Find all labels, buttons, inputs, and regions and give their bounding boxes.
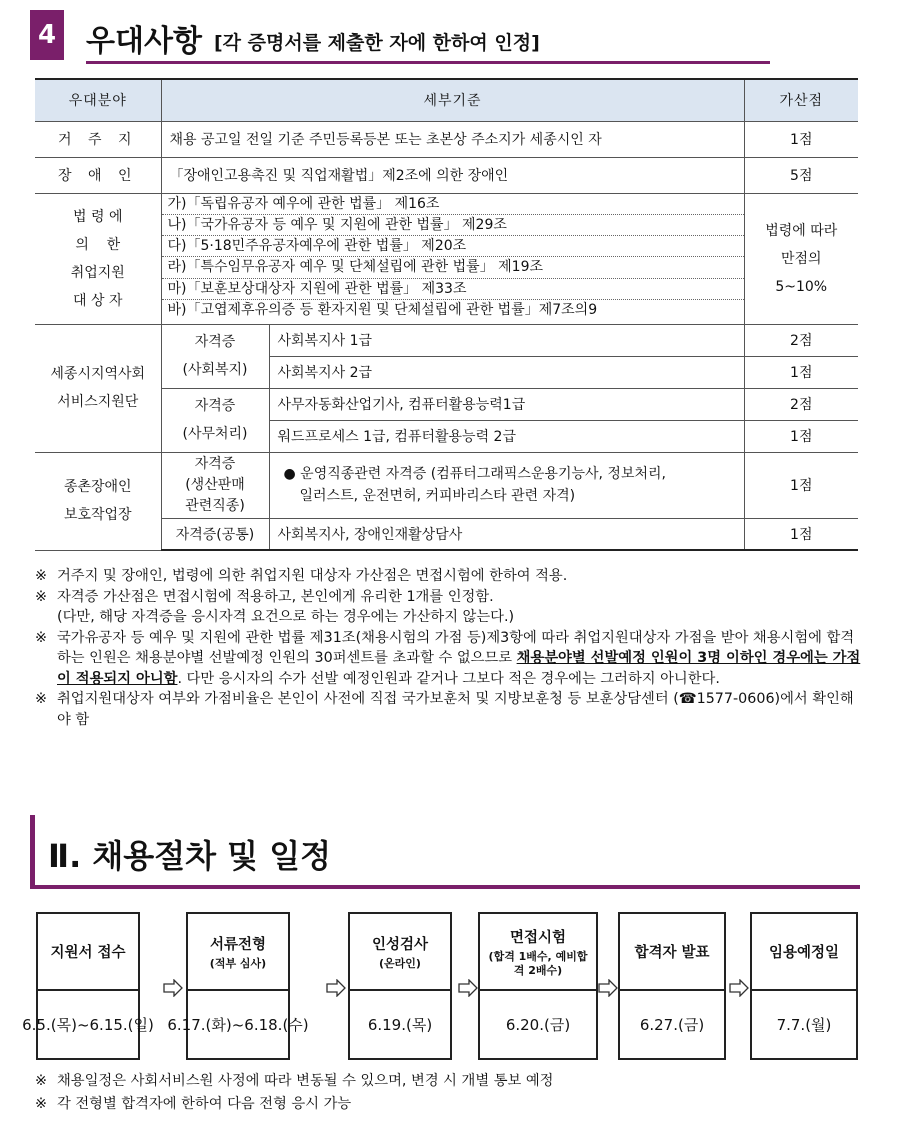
criteria-sales: ● 운영직종관련 자격증 (컴퓨터그래픽스운용기능사, 정보처리, 일러스트, 운전면허, 커피바리스타 관련 자격)	[269, 452, 744, 518]
step-document-screening: 서류전형 (적부 심사) 6.17.(화)~6.18.(수)	[186, 912, 290, 1060]
table-row	[35, 193, 858, 324]
criteria-office-2: 워드프로세스 1급, 컴퓨터활용능력 2급	[269, 420, 744, 452]
points-office-2: 1점	[744, 420, 858, 452]
field-jongchon: 종촌장애인 보호작업장	[35, 452, 161, 550]
footnotes-block	[35, 1070, 865, 1116]
points-disabled: 5점	[744, 157, 858, 193]
note-item-continued: (다만, 해당 자격증을 응시자격 요건으로 하는 경우에는 가산하지 않는다.)	[57, 609, 515, 625]
cert-common: 자격증(공통)	[161, 518, 269, 550]
step-date: 6.27.(금)	[639, 1016, 705, 1034]
note-item: ※ 국가유공자 등 예우 및 지원에 관한 법률 제31조(채용시험의 가점 등)제3항에 따라 취업지원대상자 가점을 받아 채용시험에 합격하는 인원은 채용분야별 선발예정 인원의 30퍼센트를 초과할 수 없으므로 채용분야별 선발예정 인원이 3명 이하인 경우에는 가점이 적용되지 아니함. 다만 응시자의 수가 선발 예정인원과 같거나 그보다 적은 경우에는 그러하지 아니한다.	[35, 629, 861, 687]
section-underline	[30, 885, 860, 889]
criteria-office-1: 사무자동화산업기사, 컴퓨터활용능력1급	[269, 388, 744, 420]
arrow-right-icon	[458, 979, 478, 997]
notes-block	[35, 566, 865, 730]
note-item: ※ 자격증 가산점은 면접시험에 적용하고, 본인에게 유리한 1개를 인정함.	[35, 588, 494, 605]
arrow-right-icon	[729, 979, 749, 997]
arrow-right-icon	[598, 979, 618, 997]
preference-table	[35, 78, 858, 551]
step-date: 6.20.(금)	[505, 1016, 571, 1034]
list-item: 바)「고엽제후유의증 등 환자지원 및 단체설립에 관한 법률」제7조의9	[167, 301, 598, 318]
arrow-right-icon	[326, 979, 346, 997]
criteria-welfare-1: 사회복지사 1급	[269, 324, 744, 356]
note-item: ※ 채용일정은 사회서비스원 사정에 따라 변동될 수 있으며, 변경 시 개별 통보 예정	[35, 1073, 554, 1089]
step-date: 6.19.(목)	[367, 1016, 433, 1034]
section2-header	[30, 815, 860, 893]
step-date: 7.7.(월)	[776, 1016, 832, 1034]
step-appointment: 임용예정일 7.7.(월)	[750, 912, 858, 1060]
section-vertical-bar	[30, 815, 35, 889]
points-sales: 1점	[744, 452, 858, 518]
section-title: 우대사항	[86, 24, 202, 59]
criteria-legal-list	[161, 193, 744, 324]
step-date: 6.17.(화)~6.18.(수)	[167, 1016, 309, 1034]
process-flow	[22, 912, 858, 1062]
points-welfare-1: 2점	[744, 324, 858, 356]
section4-header	[30, 10, 740, 66]
step-result-announcement: 합격자 발표 6.27.(금)	[618, 912, 726, 1060]
step-date: 6.5.(목)~6.15.(일)	[22, 1016, 154, 1034]
table-header-row	[35, 79, 858, 121]
list-item: 다)「5·18민주유공자예우에 관한 법률」 제20조	[162, 236, 744, 257]
points-residence: 1점	[744, 121, 858, 157]
table-row	[35, 324, 858, 356]
step-personality-test: 인성검사 (온라인) 6.19.(목)	[348, 912, 452, 1060]
points-welfare-2: 1점	[744, 356, 858, 388]
note-item: ※ 거주지 및 장애인, 법령에 의한 취업지원 대상자 가산점은 면접시험에 한하여 적용.	[35, 568, 568, 584]
list-item: 라)「특수임무유공자 예우 및 단체설립에 관한 법률」 제19조	[162, 257, 744, 278]
section-title: Ⅱ. 채용절차 및 일정	[48, 837, 332, 875]
criteria-disabled: 「장애인고용촉진 및 직업재활법」제2조에 의한 장애인	[161, 157, 744, 193]
list-item: 마)「보훈보상대상자 지원에 관한 법률」 제33조	[162, 279, 744, 300]
section-number-badge: 4	[30, 10, 64, 60]
table-row	[35, 121, 858, 157]
section-underline	[86, 61, 770, 64]
criteria-welfare-2: 사회복지사 2급	[269, 356, 744, 388]
step-interview: 면접시험 (합격 1배수, 예비합격 2배수) 6.20.(금)	[478, 912, 598, 1060]
points-office-1: 2점	[744, 388, 858, 420]
list-item: 나)「국가유공자 등 예우 및 지원에 관한 법률」 제29조	[162, 215, 744, 236]
field-sejong: 세종시지역사회 서비스지원단	[35, 324, 161, 452]
step-application: 지원서 접수 6.5.(목)~6.15.(일)	[36, 912, 140, 1060]
criteria-residence: 채용 공고일 전일 기준 주민등록등본 또는 초본상 주소지가 세종시인 자	[161, 121, 744, 157]
field-legal-support: 법 령 에 의 한 취업지원 대 상 자	[35, 193, 161, 324]
note-item: ※ 취업지원대상자 여부와 가점비율은 본인이 사전에 직접 국가보훈처 및 지방보훈청 등 보훈상담센터 (☎1577-0606)에서 확인해야 함	[35, 691, 854, 728]
cert-office: 자격증 (사무처리)	[161, 388, 269, 452]
cert-welfare: 자격증 (사회복지)	[161, 324, 269, 388]
list-item: 가)「독립유공자 예우에 관한 법률」 제16조	[162, 194, 744, 215]
header-points: 가산점	[744, 79, 858, 121]
criteria-common: 사회복지사, 장애인재활상담사	[269, 518, 744, 550]
header-field: 우대분야	[35, 79, 161, 121]
emphasized-note: 채용분야별 선발예정 인원이 3명 이하인 경우에는 가점이 적용되지 아니함	[57, 650, 861, 687]
table-row	[35, 157, 858, 193]
section-subtitle: [각 증명서를 제출한 자에 한하여 인정]	[214, 32, 540, 54]
field-residence: 거 주 지	[35, 121, 161, 157]
arrow-right-icon	[163, 979, 183, 997]
points-legal: 법령에 따라 만점의 5~10%	[744, 193, 858, 324]
field-disabled: 장 애 인	[35, 157, 161, 193]
cert-sales: 자격증 (생산판매 관련직종)	[161, 452, 269, 518]
header-criteria: 세부기준	[161, 79, 744, 121]
points-common: 1점	[744, 518, 858, 550]
table-row	[35, 452, 858, 518]
note-item: ※ 각 전형별 합격자에 한하여 다음 전형 응시 가능	[35, 1096, 352, 1112]
